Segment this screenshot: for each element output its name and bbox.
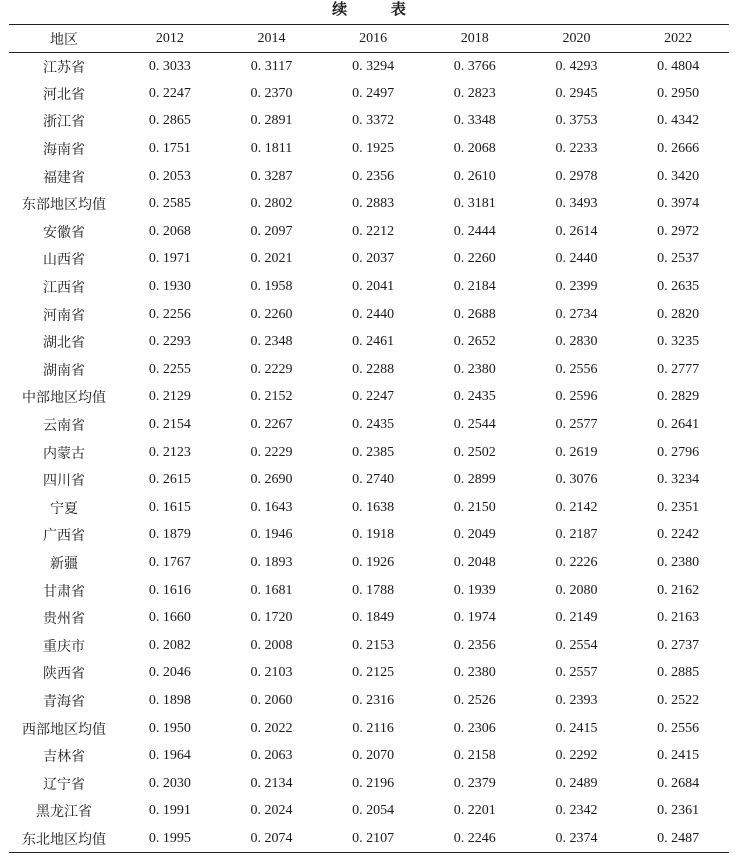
header-row — [9, 25, 729, 53]
table-row — [9, 80, 729, 108]
value-cell: 0. 2142 — [555, 499, 598, 515]
value-cell: 0. 2070 — [352, 748, 395, 764]
region-cell: 河北省 — [43, 87, 86, 103]
region-cell: 湖北省 — [43, 336, 86, 352]
value-cell: 0. 2068 — [453, 141, 496, 157]
value-cell: 0. 2134 — [250, 775, 293, 791]
value-cell: 0. 2226 — [555, 554, 598, 570]
value-cell: 0. 3294 — [352, 58, 395, 74]
value-cell: 0. 1950 — [148, 720, 191, 736]
value-cell: 0. 2356 — [453, 637, 496, 653]
value-cell: 0. 2652 — [453, 334, 496, 350]
value-cell: 0. 2883 — [352, 196, 395, 212]
value-cell: 0. 3076 — [555, 472, 598, 488]
value-cell: 0. 2740 — [352, 472, 395, 488]
region-cell: 东北地区均值 — [9, 825, 119, 853]
value-cell: 0. 2379 — [453, 775, 496, 791]
value-cell: 0. 3348 — [453, 113, 496, 129]
value-cell: 0. 2107 — [322, 825, 424, 853]
value-cell: 0. 1991 — [148, 803, 191, 819]
value-cell: 0. 2246 — [424, 825, 526, 853]
value-cell: 0. 2945 — [555, 85, 598, 101]
value-cell: 0. 2461 — [352, 334, 395, 350]
value-cell: 0. 1958 — [250, 279, 293, 295]
region-cell: 湖南省 — [43, 363, 86, 379]
region-cell: 青海省 — [43, 694, 86, 710]
value-cell: 0. 1930 — [148, 279, 191, 295]
table-row — [9, 770, 729, 798]
table-row — [9, 108, 729, 136]
value-cell: 0. 2690 — [250, 472, 293, 488]
value-cell: 0. 2316 — [352, 692, 395, 708]
table-body — [9, 53, 729, 853]
region-cell: 甘肃省 — [43, 584, 86, 600]
value-cell: 0. 2610 — [453, 168, 496, 184]
value-cell: 0. 2489 — [555, 775, 598, 791]
value-cell: 0. 2734 — [555, 306, 598, 322]
value-cell: 0. 1849 — [352, 610, 395, 626]
value-cell: 0. 2046 — [148, 665, 191, 681]
value-cell: 0. 2374 — [526, 825, 628, 853]
table-row — [9, 466, 729, 494]
value-cell: 0. 2737 — [657, 637, 700, 653]
value-cell: 0. 2154 — [148, 417, 191, 433]
header-cell-2014: 2014 — [221, 25, 323, 53]
value-cell: 0. 2777 — [657, 361, 700, 377]
value-cell: 0. 2053 — [148, 168, 191, 184]
value-cell: 0. 2522 — [657, 692, 700, 708]
table-caption: 续 表 — [332, 2, 426, 18]
region-cell: 陕西省 — [43, 667, 86, 683]
value-cell: 0. 2201 — [453, 803, 496, 819]
table-row — [9, 604, 729, 632]
table-row — [9, 632, 729, 660]
value-cell: 0. 1616 — [148, 582, 191, 598]
value-cell: 0. 2260 — [453, 251, 496, 267]
value-cell: 0. 1643 — [250, 499, 293, 515]
value-cell: 0. 1995 — [119, 825, 221, 853]
region-cell: 河南省 — [43, 308, 86, 324]
table-row — [9, 439, 729, 467]
value-cell: 0. 2415 — [657, 748, 700, 764]
header-cell-2018: 2018 — [424, 25, 526, 53]
value-cell: 0. 1974 — [453, 610, 496, 626]
table-row — [9, 218, 729, 246]
value-cell: 0. 2444 — [453, 223, 496, 239]
value-cell: 0. 2233 — [555, 141, 598, 157]
value-cell: 0. 4342 — [657, 113, 700, 129]
value-cell: 0. 2008 — [250, 637, 293, 653]
value-cell: 0. 2212 — [352, 223, 395, 239]
value-cell: 0. 2614 — [555, 223, 598, 239]
value-cell: 0. 2497 — [352, 85, 395, 101]
table-row — [9, 356, 729, 384]
table-row — [9, 522, 729, 550]
value-cell: 0. 2829 — [657, 389, 700, 405]
value-cell: 0. 2440 — [352, 306, 395, 322]
region-cell: 浙江省 — [43, 115, 86, 131]
value-cell: 0. 2796 — [657, 444, 700, 460]
value-cell: 0. 2537 — [657, 251, 700, 267]
value-cell: 0. 2635 — [657, 279, 700, 295]
data-table — [9, 24, 729, 853]
value-cell: 0. 2158 — [453, 748, 496, 764]
value-cell: 0. 2054 — [352, 803, 395, 819]
value-cell: 0. 1946 — [250, 527, 293, 543]
value-cell: 0. 2380 — [453, 665, 496, 681]
value-cell: 0. 2184 — [453, 279, 496, 295]
table-row — [9, 301, 729, 329]
value-cell: 0. 3974 — [657, 196, 700, 212]
value-cell: 0. 1971 — [148, 251, 191, 267]
value-cell: 0. 4804 — [657, 58, 700, 74]
value-cell: 0. 2255 — [148, 361, 191, 377]
value-cell: 0. 2370 — [250, 85, 293, 101]
value-cell: 0. 2048 — [453, 554, 496, 570]
value-cell: 0. 2972 — [657, 223, 700, 239]
value-cell: 0. 2260 — [250, 306, 293, 322]
value-cell: 0. 2293 — [148, 334, 191, 350]
region-cell: 贵州省 — [43, 612, 86, 628]
value-cell: 0. 2596 — [555, 389, 598, 405]
value-cell: 0. 2242 — [657, 527, 700, 543]
value-cell: 0. 4293 — [555, 58, 598, 74]
value-cell: 0. 2342 — [555, 803, 598, 819]
value-cell: 0. 2415 — [555, 720, 598, 736]
header-cell-2022: 2022 — [627, 25, 729, 53]
value-cell: 0. 2021 — [250, 251, 293, 267]
value-cell: 0. 1638 — [352, 499, 395, 515]
value-cell: 0. 2435 — [453, 389, 496, 405]
value-cell: 0. 1811 — [250, 141, 293, 157]
value-cell: 0. 2162 — [657, 582, 700, 598]
value-cell: 0. 2196 — [352, 775, 395, 791]
value-cell: 0. 2556 — [555, 361, 598, 377]
value-cell: 0. 2149 — [555, 610, 598, 626]
value-cell: 0. 2891 — [250, 113, 293, 129]
value-cell: 0. 2556 — [657, 720, 700, 736]
value-cell: 0. 2666 — [657, 141, 700, 157]
value-cell: 0. 2502 — [453, 444, 496, 460]
value-cell: 0. 2978 — [555, 168, 598, 184]
value-cell: 0. 2229 — [250, 444, 293, 460]
region-cell: 宁夏 — [50, 501, 79, 517]
value-cell: 0. 1925 — [352, 141, 395, 157]
value-cell: 0. 2037 — [352, 251, 395, 267]
value-cell: 0. 2823 — [453, 85, 496, 101]
table-header — [9, 25, 729, 53]
value-cell: 0. 2063 — [250, 748, 293, 764]
value-cell: 0. 1964 — [148, 748, 191, 764]
value-cell: 0. 2116 — [352, 720, 394, 736]
value-cell: 0. 2399 — [555, 279, 598, 295]
value-cell: 0. 3420 — [657, 168, 700, 184]
region-cell: 广西省 — [43, 529, 86, 545]
value-cell: 0. 2163 — [657, 610, 700, 626]
value-cell: 0. 2074 — [221, 825, 323, 853]
value-cell: 0. 2267 — [250, 417, 293, 433]
table-row — [9, 549, 729, 577]
value-cell: 0. 3234 — [657, 472, 700, 488]
region-cell: 福建省 — [43, 170, 86, 186]
value-cell: 0. 1788 — [352, 582, 395, 598]
value-cell: 0. 2247 — [148, 85, 191, 101]
value-cell: 0. 2288 — [352, 361, 395, 377]
value-cell: 0. 1681 — [250, 582, 293, 598]
table-row — [9, 494, 729, 522]
value-cell: 0. 3287 — [250, 168, 293, 184]
value-cell: 0. 3181 — [453, 196, 496, 212]
region-cell: 西部地区均值 — [22, 722, 107, 738]
region-cell: 安徽省 — [43, 225, 86, 241]
value-cell: 0. 3033 — [148, 58, 191, 74]
value-cell: 0. 2068 — [148, 223, 191, 239]
value-cell: 0. 1720 — [250, 610, 293, 626]
value-cell: 0. 3753 — [555, 113, 598, 129]
value-cell: 0. 2684 — [657, 775, 700, 791]
value-cell: 0. 2348 — [250, 334, 293, 350]
value-cell: 0. 2024 — [250, 803, 293, 819]
value-cell: 0. 2129 — [148, 389, 191, 405]
value-cell: 0. 2152 — [250, 389, 293, 405]
table-row — [9, 246, 729, 274]
value-cell: 0. 2688 — [453, 306, 496, 322]
value-cell: 0. 2030 — [148, 775, 191, 791]
table-row — [9, 577, 729, 605]
value-cell: 0. 2820 — [657, 306, 700, 322]
table-row — [9, 190, 729, 218]
region-cell: 辽宁省 — [43, 777, 86, 793]
value-cell: 0. 2123 — [148, 444, 191, 460]
value-cell: 0. 1893 — [250, 554, 293, 570]
value-cell: 0. 1615 — [148, 499, 191, 515]
value-cell: 0. 2802 — [250, 196, 293, 212]
header-cell-2016: 2016 — [322, 25, 424, 53]
value-cell: 0. 2577 — [555, 417, 598, 433]
region-cell: 中部地区均值 — [22, 391, 107, 407]
value-cell: 0. 2380 — [453, 361, 496, 377]
value-cell: 0. 2435 — [352, 417, 395, 433]
value-cell: 0. 2041 — [352, 279, 395, 295]
value-cell: 0. 2830 — [555, 334, 598, 350]
region-cell: 内蒙古 — [43, 446, 86, 462]
value-cell: 0. 1898 — [148, 692, 191, 708]
region-cell: 江苏省 — [43, 60, 86, 76]
table-row — [9, 328, 729, 356]
region-cell: 海南省 — [43, 143, 86, 159]
table-row — [9, 715, 729, 743]
region-cell: 重庆市 — [43, 639, 86, 655]
value-cell: 0. 2619 — [555, 444, 598, 460]
value-cell: 0. 2150 — [453, 499, 496, 515]
value-cell: 0. 2440 — [555, 251, 598, 267]
table-row — [9, 825, 729, 853]
value-cell: 0. 2292 — [555, 748, 598, 764]
region-cell: 东部地区均值 — [22, 198, 107, 214]
value-cell: 0. 1918 — [352, 527, 395, 543]
value-cell: 0. 2385 — [352, 444, 395, 460]
value-cell: 0. 2885 — [657, 665, 700, 681]
value-cell: 0. 2060 — [250, 692, 293, 708]
value-cell: 0. 2526 — [453, 692, 496, 708]
table-row — [9, 687, 729, 715]
value-cell: 0. 2022 — [250, 720, 293, 736]
header-cell-region: 地区 — [9, 25, 119, 53]
value-cell: 0. 2393 — [555, 692, 598, 708]
value-cell: 0. 2049 — [453, 527, 496, 543]
value-cell: 0. 3493 — [555, 196, 598, 212]
region-cell: 吉林省 — [43, 750, 86, 766]
value-cell: 0. 2950 — [657, 85, 700, 101]
table-row — [9, 163, 729, 191]
region-cell: 新疆 — [50, 556, 79, 572]
value-cell: 0. 2247 — [352, 389, 395, 405]
value-cell: 0. 3235 — [657, 334, 700, 350]
table-row — [9, 798, 729, 826]
value-cell: 0. 2544 — [453, 417, 496, 433]
table-row — [9, 135, 729, 163]
value-cell: 0. 2080 — [555, 582, 598, 598]
value-cell: 0. 1926 — [352, 554, 395, 570]
value-cell: 0. 2487 — [627, 825, 729, 853]
region-cell: 江西省 — [43, 281, 86, 297]
value-cell: 0. 2097 — [250, 223, 293, 239]
value-cell: 0. 2103 — [250, 665, 293, 681]
value-cell: 0. 1660 — [148, 610, 191, 626]
table-row — [9, 384, 729, 412]
value-cell: 0. 2153 — [352, 637, 395, 653]
value-cell: 0. 2641 — [657, 417, 700, 433]
value-cell: 0. 1751 — [148, 141, 191, 157]
value-cell: 0. 2554 — [555, 637, 598, 653]
value-cell: 0. 3117 — [250, 58, 293, 74]
region-cell: 山西省 — [43, 253, 86, 269]
value-cell: 0. 1879 — [148, 527, 191, 543]
value-cell: 0. 2351 — [657, 499, 700, 515]
table-row — [9, 411, 729, 439]
value-cell: 0. 3766 — [453, 58, 496, 74]
value-cell: 0. 2229 — [250, 361, 293, 377]
value-cell: 0. 3372 — [352, 113, 395, 129]
value-cell: 0. 1939 — [453, 582, 496, 598]
region-cell: 四川省 — [43, 474, 86, 490]
value-cell: 0. 2187 — [555, 527, 598, 543]
value-cell: 0. 2356 — [352, 168, 395, 184]
value-cell: 0. 2615 — [148, 472, 191, 488]
value-cell: 0. 2557 — [555, 665, 598, 681]
value-cell: 0. 2256 — [148, 306, 191, 322]
value-cell: 0. 2306 — [453, 720, 496, 736]
header-cell-2020: 2020 — [526, 25, 628, 53]
value-cell: 0. 2380 — [657, 554, 700, 570]
value-cell: 0. 2082 — [148, 637, 191, 653]
region-cell: 黑龙江省 — [36, 805, 93, 821]
value-cell: 0. 2361 — [657, 803, 700, 819]
table-row — [9, 53, 729, 81]
value-cell: 0. 2125 — [352, 665, 395, 681]
value-cell: 0. 2585 — [148, 196, 191, 212]
region-cell: 云南省 — [43, 419, 86, 435]
value-cell: 0. 2899 — [453, 472, 496, 488]
header-cell-2012: 2012 — [119, 25, 221, 53]
value-cell: 0. 2865 — [148, 113, 191, 129]
table-row — [9, 273, 729, 301]
table-row — [9, 742, 729, 770]
table-row — [9, 660, 729, 688]
value-cell: 0. 1767 — [148, 554, 191, 570]
